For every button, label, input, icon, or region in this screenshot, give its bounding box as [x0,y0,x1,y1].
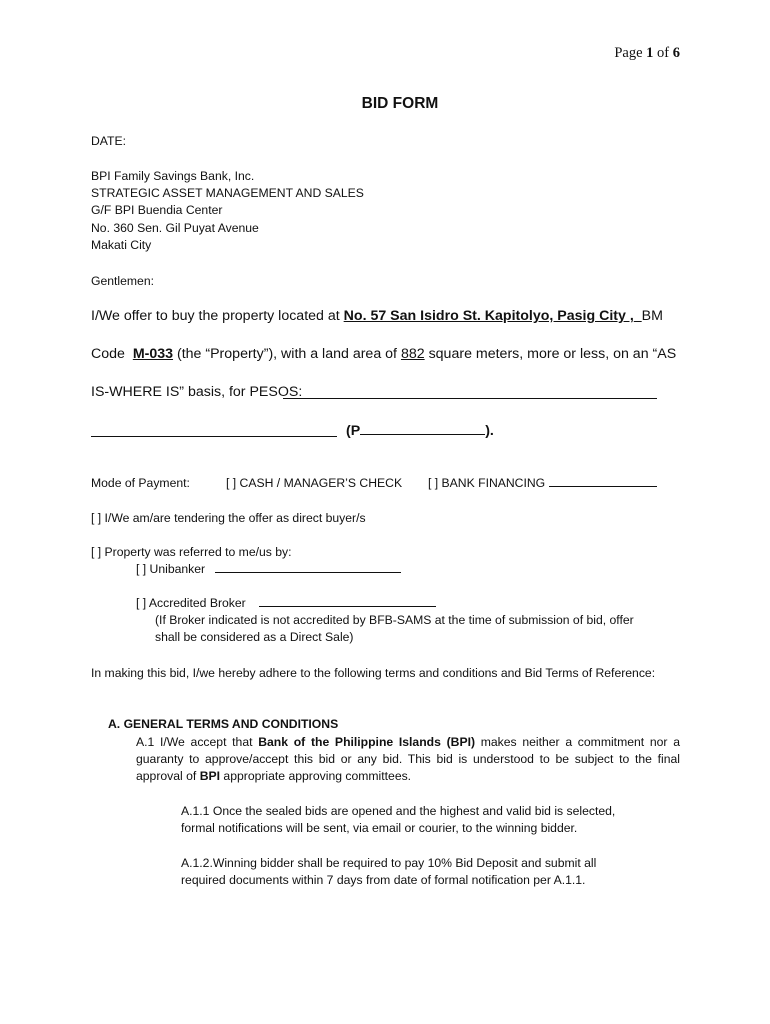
property-location: No. 57 San Isidro St. Kapitolyo, Pasig City , [343,308,634,324]
broker-note-1: (If Broker indicated is not accredited by BFB-SAMS at the time of submission of bid, offer [155,613,634,627]
section-a-heading: A. GENERAL TERMS AND CONDITIONS [108,717,339,731]
direct-buyer-checkbox[interactable]: [ ] I/We am/are tendering the offer as direct buyer/s [91,511,366,525]
unibanker-option[interactable]: [ ] Unibanker [136,561,401,578]
address-line: Makati City [91,237,152,252]
unibanker-field[interactable] [215,561,401,573]
pesos-words-field-continued[interactable] [91,424,337,437]
broker-note-2: shall be considered as a Direct Sale) [155,630,354,644]
pesos-words-field[interactable] [283,386,657,399]
date-label: DATE: [91,134,126,148]
page-number: Page 1 of 6 [614,45,680,61]
clause-a1-2: A.1.2.Winning bidder shall be required to pay 10% Bid Deposit and submit all required documents within 7 days from date of formal notification per A.1.1. [181,856,597,888]
property-code: M-033 [132,346,174,362]
broker-field[interactable] [259,595,436,607]
address-line: STRATEGIC ASSET MANAGEMENT AND SALES [91,186,364,201]
address-line: BPI Family Savings Bank, Inc. [91,169,255,183]
clause-a1-1: A.1.1 Once the sealed bids are opened and the highest and valid bid is selected, formal notifications will be sent, via email or courier, to the winning bidder. [181,804,616,836]
address-line: No. 360 Sen. Gil Puyat Avenue [91,220,259,235]
cash-checkbox-option[interactable]: [ ] CASH / MANAGER’S CHECK [226,476,403,490]
offer-line-1: I/We offer to buy the property located at No. 57 San Isidro St. Kapitolyo, Pasig City , BM [91,308,663,324]
accredited-broker-option[interactable]: [ ] Accredited Broker [136,595,436,612]
offer-line-3: IS-WHERE IS” basis, for PESOS: [91,384,303,400]
peso-amount-line: (P ). [346,423,494,439]
address-line: G/F BPI Buendia Center [91,203,223,218]
salutation: Gentlemen: [91,274,155,288]
referral-checkbox[interactable]: [ ] Property was referred to me/us by: [91,545,292,559]
terms-intro: In making this bid, I/we hereby adhere to the following terms and conditions and Bid Terms of Reference: [91,666,656,680]
bank-financing-option[interactable]: [ ] BANK FINANCING [428,475,657,492]
document-title: BID FORM [361,95,439,112]
bank-financing-field[interactable] [549,475,657,487]
peso-amount-field[interactable] [360,422,485,435]
land-area: 882 [400,346,425,362]
clause-a1: A.1 I/We accept that Bank of the Philippine Islands (BPI) makes neither a commitment nor a guaranty to approve/accept this bid or any bid. This bid is understood to be subject to the final approval of BPI appropriate approving committees. [136,735,680,784]
payment-mode-label: Mode of Payment: [91,476,190,490]
offer-line-2: Code M-033 (the “Property”), with a land area of 882 square meters, more or less, on an “AS [91,346,677,362]
recipient-address [91,168,364,254]
